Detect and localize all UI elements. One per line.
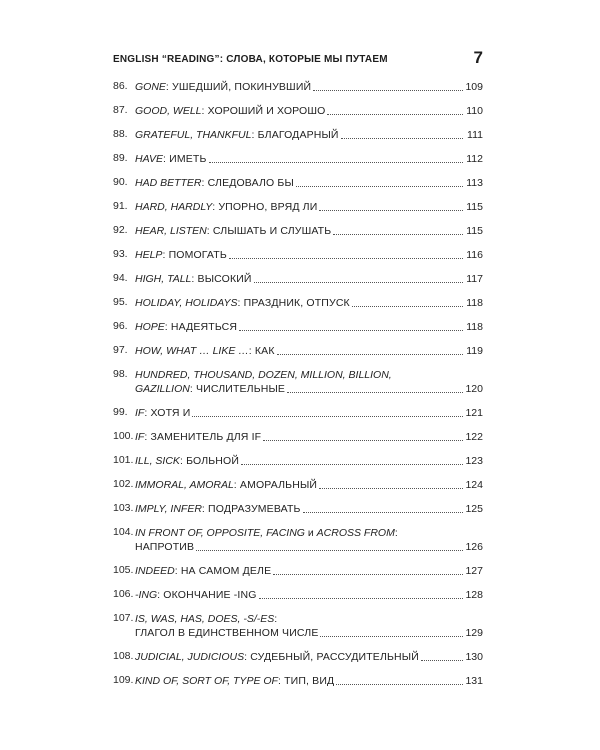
entry-russian: : ИМЕТЬ	[163, 153, 207, 165]
entry-russian: : СУДЕБНЫЙ, РАССУДИТЕЛЬНЫЙ	[244, 651, 419, 663]
entry-russian: : ХОРОШИЙ И ХОРОШО	[201, 105, 326, 117]
entry-number: 102.	[113, 478, 134, 490]
entry-english: IS, WAS, HAS, DOES, -S/-ES	[135, 613, 275, 625]
entry-english: IMMORAL, AMORAL	[135, 479, 234, 491]
entry-number: 91.	[113, 200, 128, 212]
entry-russian: : ПРАЗДНИК, ОТПУСК	[237, 297, 350, 309]
entry-number: 90.	[113, 176, 128, 188]
entry-russian: : АМОРАЛЬНЫЙ	[233, 479, 318, 491]
entry-page: 127	[465, 565, 483, 577]
entry-english: IF	[135, 431, 145, 443]
entry-english: -ING	[135, 589, 158, 601]
entry-english: ILL, SICK	[135, 455, 180, 467]
entry-number: 95.	[113, 296, 128, 308]
entry-english: INDEED	[135, 565, 175, 577]
entry-page: 116	[466, 249, 483, 261]
entry-page: 115	[466, 201, 483, 213]
leader-dots	[336, 684, 463, 685]
entry-page: 122	[465, 431, 483, 443]
entry-number: 107.	[113, 612, 134, 624]
entry-page: 109	[465, 81, 483, 93]
entry-russian: : ХОТЯ И	[144, 407, 191, 419]
entry-page: 131	[465, 675, 483, 687]
entry-page: 119	[466, 345, 483, 357]
leader-dots	[352, 306, 463, 307]
entry-page: 112	[466, 153, 483, 165]
entry-russian: : ТИП, ВИД	[277, 675, 335, 687]
entry-russian: : ПОДРАЗУМЕВАТЬ	[201, 503, 301, 515]
leader-dots	[341, 138, 463, 139]
entry-page: 128	[465, 589, 483, 601]
entry-russian: ГЛАГОЛ В ЕДИНСТВЕННОМ ЧИСЛЕ	[135, 627, 319, 639]
leader-dots	[320, 636, 463, 637]
entry-russian: : НА САМОМ ДЕЛЕ	[174, 565, 272, 577]
leader-dots	[196, 550, 463, 551]
leader-dots	[319, 488, 463, 489]
leader-dots	[319, 210, 463, 211]
entry-number: 87.	[113, 104, 128, 116]
page-number: 7	[473, 48, 483, 67]
entry-conjunction: и	[304, 527, 317, 539]
entry-english-cont: GAZILLION	[135, 383, 190, 395]
entry-english: HOLIDAY, HOLIDAYS	[135, 297, 238, 309]
entry-russian: НАПРОТИВ	[135, 541, 195, 553]
entry-russian: : ЗАМЕНИТЕЛЬ ДЛЯ IF	[144, 431, 262, 443]
entry-english: HARD, HARDLY	[135, 201, 213, 213]
entry-english: GOOD, WELL	[135, 105, 202, 117]
entry-english: HAVE	[135, 153, 164, 165]
entry-number: 89.	[113, 152, 128, 164]
entry-english: HIGH, TALL	[135, 273, 192, 285]
entry-page: 121	[465, 407, 483, 419]
leader-dots	[273, 574, 463, 575]
entry-russian: : СЛЕДОВАЛО БЫ	[201, 177, 294, 189]
leader-dots	[327, 114, 463, 115]
entry-english: KIND OF, SORT OF, TYPE OF	[135, 675, 278, 687]
entry-page: 124	[465, 479, 483, 491]
leader-dots	[333, 234, 463, 235]
entry-number: 106.	[113, 588, 134, 600]
entry-number: 96.	[113, 320, 128, 332]
entry-number: 109.	[113, 674, 134, 686]
entry-russian: : ЧИСЛИТЕЛЬНЫЕ	[189, 383, 286, 395]
entry-page: 120	[465, 383, 483, 395]
entry-russian: : ВЫСОКИЙ	[191, 273, 252, 285]
leader-dots	[287, 392, 463, 393]
entry-number: 94.	[113, 272, 128, 284]
entry-colon: :	[274, 613, 278, 625]
entry-page: 111	[467, 129, 483, 141]
entry-english-b: ACROSS FROM	[316, 527, 395, 539]
entry-number: 97.	[113, 344, 128, 356]
entry-russian: : УШЕДШИЙ, ПОКИНУВШИЙ	[165, 81, 312, 93]
entry-english: IF	[135, 407, 145, 419]
entry-page: 110	[466, 105, 483, 117]
entry-english: HOPE	[135, 321, 165, 333]
entry-number: 100.	[113, 430, 134, 442]
entry-russian: : СЛЫШАТЬ И СЛУШАТЬ	[206, 225, 332, 237]
entry-english: HOW, WHAT … LIKE …	[135, 345, 249, 357]
entry-english: JUDICIAL, JUDICIOUS	[135, 651, 245, 663]
page-header	[113, 48, 483, 72]
entry-number: 105.	[113, 564, 134, 576]
leader-dots	[259, 598, 463, 599]
leader-dots	[229, 258, 463, 259]
entry-english: HEAR, LISTEN	[135, 225, 207, 237]
entry-english: IMPLY, INFER	[135, 503, 202, 515]
entry-russian: : КАК	[248, 345, 275, 357]
entry-colon: :	[394, 527, 398, 539]
entry-page: 113	[466, 177, 483, 189]
entry-english: IN FRONT OF, OPPOSITE, FACING	[135, 527, 305, 539]
entry-russian: : УПОРНО, ВРЯД ЛИ	[212, 201, 318, 213]
leader-dots	[277, 354, 463, 355]
leader-dots	[209, 162, 463, 163]
entry-russian: : ПОМОГАТЬ	[162, 249, 227, 261]
leader-dots	[239, 330, 463, 331]
running-head: ENGLISH “READING”: СЛОВА, КОТОРЫЕ МЫ ПУТАЕМ	[113, 54, 388, 65]
entry-number: 99.	[113, 406, 128, 418]
entry-russian: : БОЛЬНОЙ	[179, 455, 240, 467]
leader-dots	[192, 416, 463, 417]
entry-page: 118	[466, 297, 483, 309]
entry-number: 101.	[113, 454, 134, 466]
leader-dots	[313, 90, 463, 91]
entry-russian: : ОКОНЧАНИЕ -ING	[157, 589, 257, 601]
entry-page: 125	[465, 503, 483, 515]
entry-english: GONE	[135, 81, 166, 93]
entry-page: 129	[465, 627, 483, 639]
leader-dots	[241, 464, 463, 465]
entry-page: 126	[465, 541, 483, 553]
entry-number: 93.	[113, 248, 128, 260]
entry-english: HUNDRED, THOUSAND, DOZEN, MILLION, BILLION,	[135, 369, 392, 381]
entry-russian: : НАДЕЯТЬСЯ	[164, 321, 238, 333]
entry-english: GRATEFUL, THANKFUL	[135, 129, 252, 141]
entry-number: 92.	[113, 224, 128, 236]
entry-number: 103.	[113, 502, 134, 514]
entry-english: HELP	[135, 249, 163, 261]
entry-page: 117	[466, 273, 483, 285]
entry-page: 123	[465, 455, 483, 467]
entry-page: 115	[466, 225, 483, 237]
entry-russian: : БЛАГОДАРНЫЙ	[251, 129, 339, 141]
leader-dots	[254, 282, 463, 283]
leader-dots	[263, 440, 463, 441]
leader-dots	[303, 512, 463, 513]
leader-dots	[421, 660, 463, 661]
entry-number: 86.	[113, 80, 128, 92]
entry-number: 108.	[113, 650, 134, 662]
entry-number: 88.	[113, 128, 128, 140]
entry-number: 98.	[113, 368, 128, 380]
entry-english: HAD BETTER	[135, 177, 202, 189]
entry-number: 104.	[113, 526, 134, 538]
entry-page: 130	[465, 651, 483, 663]
leader-dots	[296, 186, 463, 187]
entry-page: 118	[466, 321, 483, 333]
